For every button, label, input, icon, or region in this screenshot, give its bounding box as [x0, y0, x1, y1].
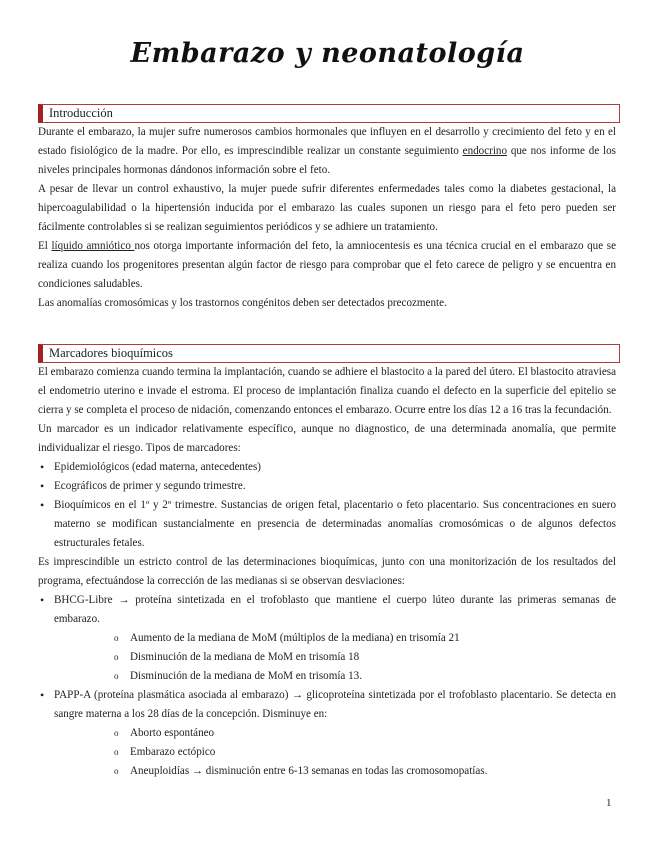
- section-heading-intro: [38, 104, 620, 123]
- list-item: • Ecográficos de primer y segundo trimestre.: [38, 477, 616, 496]
- list-item: [38, 686, 616, 781]
- intro-text: [38, 123, 616, 313]
- sublist-item: o Disminución de la mediana de MoM en trisomía 18: [114, 648, 616, 667]
- link-endocrino[interactable]: endocrino: [462, 145, 508, 157]
- paragraph: Durante el embarazo, la mujer sufre numerosos cambios hormonales que influyen en el desarrollo y crecimiento del feto y en el estado fisiológico de la madre. Por ello, es imprescindible realizar un constante seguimiento endocrino que nos informe de los niveles principales hormonas dándonos información sobre el feto.: [38, 126, 616, 176]
- bhcg-text: • BHCG-Libre → proteína sintetizada en el trofoblasto que mantiene el cuerpo lúteo durante las primeras semanas de embarazo.: [54, 594, 616, 625]
- markers-text: [38, 363, 616, 781]
- paragraph: Es imprescindible un estricto control de las determinaciones bioquímicas, junto con una monitorización de los resultados del programa, efectuándose la corrección de las medianas si se observan desviaciones:: [38, 556, 616, 587]
- page-number: 1: [606, 797, 612, 809]
- paragraph: El embarazo comienza cuando termina la implantación, cuando se adhiere el blastocito a la pared del útero. El blastocito atraviesa el endometrio uterino e invade el estroma. El proceso de implantación finaliza cuando el defecto en la superficie del epitelio se cierra y se completa el proceso de nidación, comenzando entonces el embarazo. Ocurre entre los días 12 a 16 tras la fecundación.: [38, 366, 616, 416]
- sublist-item: o Aborto espontáneo: [114, 724, 616, 743]
- sublist-item: o Aneuploidías → disminución entre 6-13 semanas en todas las cromosomopatías.: [114, 762, 616, 781]
- list-item: • Bioquímicos en el 1º y 2º trimestre. Sustancias de origen fetal, placentario o feto placentario. Sus concentraciones en suero materno se modifican sustancialmente en presencia de determinadas anomalías cromosómicas o de algunos defectos estructurales fetales.: [38, 496, 616, 553]
- list-item: • Epidemiológicos (edad materna, antecedentes): [38, 458, 616, 477]
- pappa-sublist: [54, 724, 616, 781]
- biochemical-list: [38, 591, 616, 781]
- marker-types-list: [38, 458, 616, 553]
- paragraph: El líquido amniótico nos otorga importante información del feto, la amniocentesis es una técnica crucial en el embarazo que se realiza cuando los progenitores presentan algún factor de riesgo para comprobar que el feto carece de peligro y se encuentra en condiciones saludables.: [38, 240, 616, 290]
- paragraph: Las anomalías cromosómicas y los trastornos congénitos deben ser detectados precozmente.: [38, 297, 447, 309]
- pappa-text: • PAPP-A (proteína plasmática asociada al embarazo) → glicoproteína sintetizada por el trofoblasto placentario. Se detecta en sangre materna a los 28 días de la concepción. Disminuye en:: [54, 689, 616, 720]
- paragraph: A pesar de llevar un control exhaustivo, la mujer puede sufrir diferentes enfermedades tales como la diabetes gestacional, la hipercoagulabilidad o la hipertensión inducida por el embarazo las cuales suponen un riesgo para el feto pero pueden ser fácilmente controlables si se realizan seguimientos periódicos y se adhiere un tratamiento.: [38, 183, 616, 233]
- sublist-item: o Embarazo ectópico: [114, 743, 616, 762]
- section-heading-label: Marcadores bioquímicos: [49, 346, 173, 360]
- paragraph: Un marcador es un indicador relativamente específico, aunque no diagnostico, de una determinada anomalía, que permite individualizar el riesgo. Tipos de marcadores:: [38, 423, 616, 454]
- sublist-item: o Aumento de la mediana de MoM (múltiplos de la mediana) en trisomía 21: [114, 629, 616, 648]
- link-liquido-amniotico[interactable]: líquido amniótico: [51, 240, 135, 252]
- section-heading-markers: [38, 344, 620, 363]
- sublist-item: o Disminución de la mediana de MoM en trisomía 13.: [114, 667, 616, 686]
- page-title: Embarazo y neonatología: [130, 38, 525, 69]
- list-item: [38, 591, 616, 686]
- section-heading-label: Introducción: [49, 106, 113, 120]
- bhcg-sublist: [54, 629, 616, 686]
